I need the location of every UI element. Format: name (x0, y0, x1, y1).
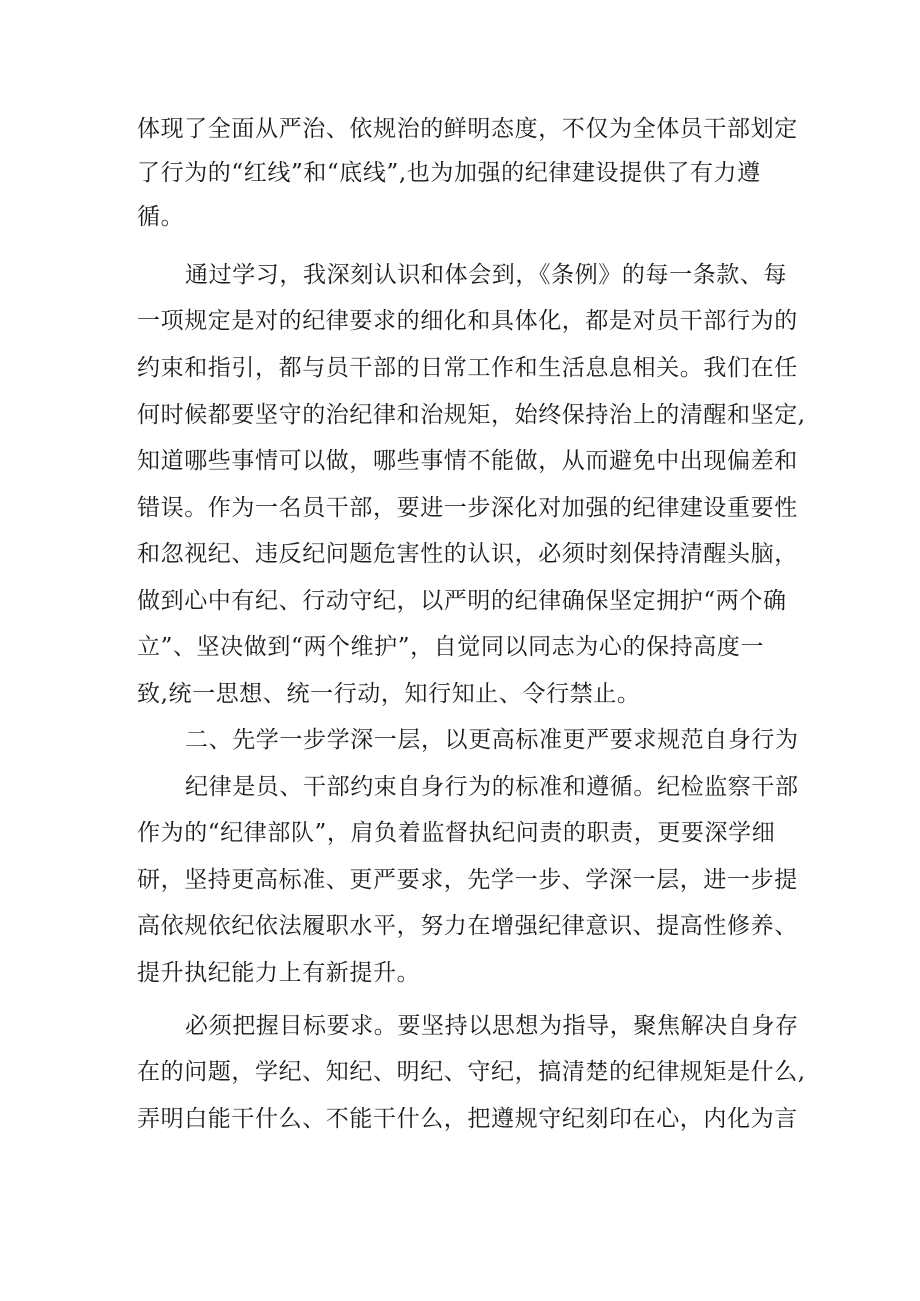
text-line: 做到心中有纪、行动守纪，以严明的纪律确保坚定拥护“两个确 (137, 588, 787, 614)
text-line: 了行为的“红线”和“底线”,也为加强的纪律建设提供了有力遵 (137, 160, 761, 186)
text-line: 体现了全面从严治、依规治的鲜明态度，不仅为全体员干部划定 (137, 116, 798, 142)
text-line: 循。 (137, 204, 185, 230)
text-line: 错误。作为一名员干部，要进一步深化对加强的纪律建设重要性 (137, 495, 798, 521)
paragraph-first-line: 纪律是员、干部约束自身行为的标准和遵循。纪检监察干部 (185, 774, 799, 800)
text-line: 知道哪些事情可以做，哪些事情不能做，从而避免中出现偏差和 (137, 448, 798, 474)
text-line: 何时候都要坚守的治纪律和治规矩，始终保持治上的清醒和坚定, (137, 402, 806, 428)
section-heading: 二、先学一步学深一层，以更高标准更严要求规范自身行为 (185, 727, 799, 753)
text-line: 高依规依纪依法履职水平，努力在增强纪律意识、提高性修养、 (137, 913, 798, 939)
text-line: 提升执纪能力上有新提升。 (137, 960, 421, 986)
text-line: 致,统一思想、统一行动，知行知止、令行禁止。 (137, 681, 641, 707)
text-line: 一项规定是对的纪律要求的细化和具体化，都是对员干部行为的 (137, 308, 798, 334)
text-line: 立”、坚决做到“两个维护”，自觉同以同志为心的保持高度一 (137, 634, 765, 660)
text-line: 约束和指引，都与员干部的日常工作和生活息息相关。我们在任 (137, 355, 798, 381)
paragraph-first-line: 通过学习，我深刻认识和体会到，《条例》的每一条款、每 (185, 262, 788, 288)
text-line: 作为的“纪律部队”，肩负着监督执纪问责的职责，更要深学细 (137, 820, 776, 846)
text-line: 在的问题，学纪、知纪、明纪、守纪，搞清楚的纪律规矩是什么, (137, 1059, 806, 1085)
text-line: 研，坚持更高标准、更严要求，先学一步、学深一层，进一步提 (137, 867, 798, 893)
text-line: 弄明白能干什么、不能干什么，把遵规守纪刻印在心，内化为言 (137, 1106, 798, 1132)
text-line: 和忽视纪、违反纪问题危害性的认识，必须时刻保持清醒头脑， (137, 541, 798, 567)
paragraph-first-line: 必须把握目标要求。要坚持以思想为指导，聚焦解决自身存 (185, 1013, 799, 1039)
